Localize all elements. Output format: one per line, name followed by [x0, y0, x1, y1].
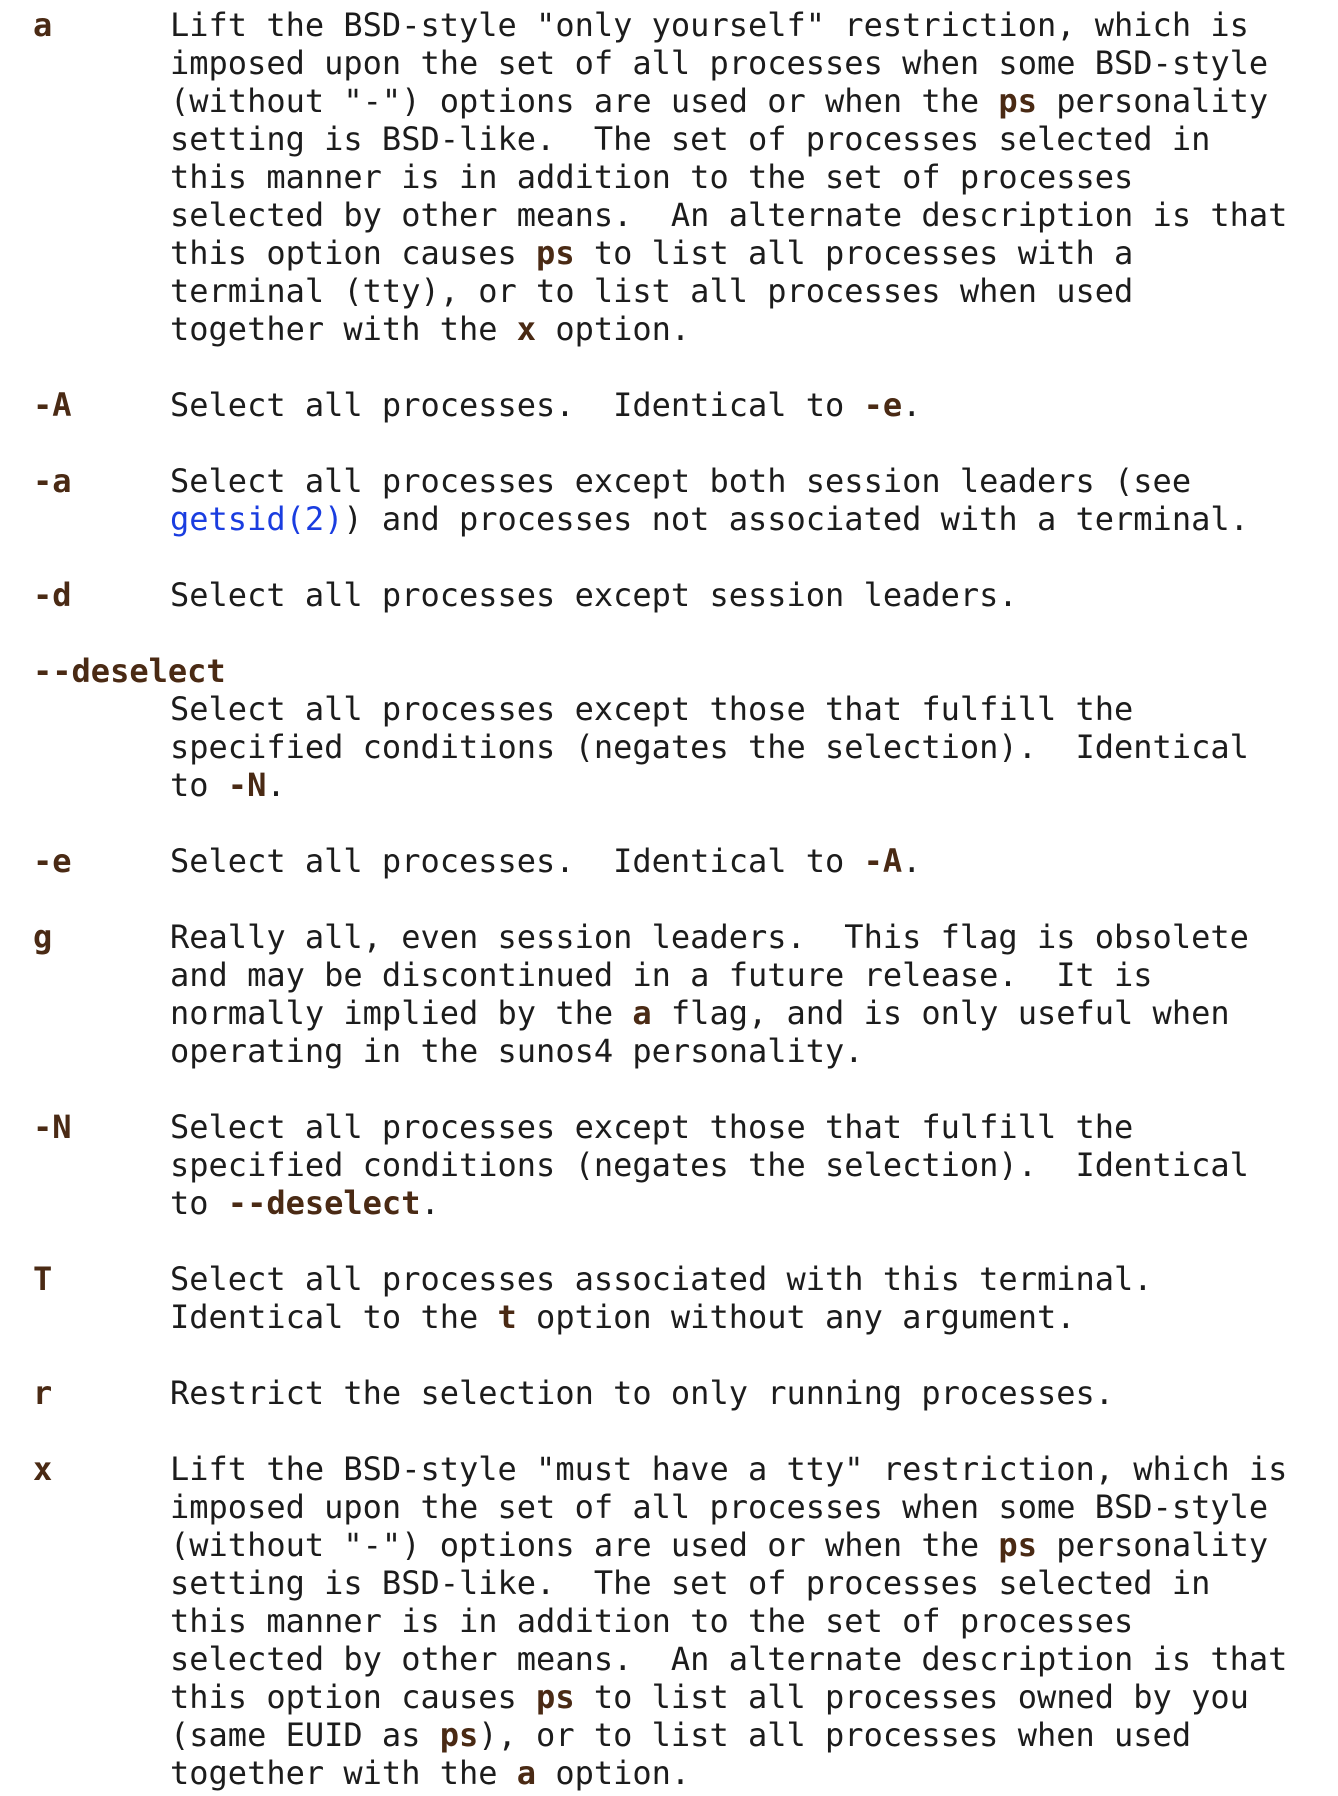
option-description — [170, 1108, 1330, 1222]
option-flag: -d — [33, 576, 72, 614]
text-segment: setting is BSD-like. The set of processes selected in — [170, 1564, 1211, 1602]
description-line — [170, 728, 1330, 766]
option-flag: a — [33, 6, 53, 44]
text-segment: ) and processes not associated with a terminal. — [343, 500, 1249, 538]
text-segment: Select all processes except those that fulfill the — [170, 690, 1134, 728]
bold-reference: ps — [439, 1716, 479, 1754]
text-segment: option without any argument. — [516, 1298, 1076, 1336]
description-line — [170, 500, 1330, 538]
description-line — [170, 1260, 1330, 1298]
text-segment: Lift the BSD-style "must have a tty" restriction, which is — [170, 1450, 1288, 1488]
text-segment: this option causes — [170, 1678, 537, 1716]
option-flag: g — [33, 918, 53, 956]
bold-reference: -N — [227, 766, 267, 804]
text-segment: (same EUID as — [170, 1716, 440, 1754]
text-segment: together with the — [170, 1754, 517, 1792]
description-line — [170, 1374, 1330, 1412]
option-flag: -A — [33, 386, 72, 424]
text-segment: . — [420, 1184, 440, 1222]
bold-reference: a — [516, 1754, 537, 1792]
text-segment: Really all, even session leaders. This flag is obsolete — [170, 918, 1249, 956]
text-segment: . — [266, 766, 286, 804]
text-segment: terminal (tty), or to list all processes when used — [170, 272, 1134, 310]
text-segment: operating in the sunos4 personality. — [170, 1032, 864, 1070]
text-segment: Select all processes associated with this terminal. — [170, 1260, 1153, 1298]
description-line — [170, 1298, 1330, 1336]
description-line — [170, 690, 1330, 728]
text-segment: and may be discontinued in a future release. It is — [170, 956, 1153, 994]
text-segment: selected by other means. An alternate description is that — [170, 1640, 1288, 1678]
option-description — [170, 842, 1330, 880]
option-flag: T — [33, 1260, 53, 1298]
description-line — [170, 1678, 1330, 1716]
text-segment: imposed upon the set of all processes when some BSD-style — [170, 1488, 1269, 1526]
text-segment: this option causes — [170, 234, 537, 272]
description-line — [170, 1640, 1330, 1678]
text-segment: option. — [536, 310, 691, 348]
text-segment: to — [170, 1184, 228, 1222]
text-segment: Select all processes except session leaders. — [170, 576, 1018, 614]
text-segment: this manner is in addition to the set of processes — [170, 1602, 1134, 1640]
bold-reference: ps — [998, 1526, 1037, 1564]
description-line — [170, 1488, 1330, 1526]
text-segment: . — [902, 386, 922, 424]
description-line — [170, 766, 1330, 804]
description-line — [170, 1754, 1330, 1792]
description-line — [170, 44, 1330, 82]
description-line — [170, 1032, 1330, 1070]
description-line — [170, 462, 1330, 500]
bold-reference: ps — [536, 1678, 575, 1716]
description-line — [170, 956, 1330, 994]
bold-reference: -e — [863, 386, 903, 424]
bold-reference: ps — [536, 234, 575, 272]
description-line — [170, 1184, 1330, 1222]
option-flag: -e — [33, 842, 72, 880]
description-line — [170, 272, 1330, 310]
option-description — [170, 690, 1330, 804]
text-segment: imposed upon the set of all processes when some BSD-style — [170, 44, 1269, 82]
text-segment: Select all processes. Identical to — [170, 842, 864, 880]
description-line — [170, 6, 1330, 44]
bold-reference: --deselect — [227, 1184, 421, 1222]
option-description — [170, 1260, 1330, 1336]
option-description — [170, 6, 1330, 348]
text-segment: normally implied by the — [170, 994, 633, 1032]
text-segment: Lift the BSD-style "only yourself" restriction, which is — [170, 6, 1249, 44]
description-line — [170, 994, 1330, 1032]
description-line — [170, 310, 1330, 348]
text-segment: to list all processes owned by you — [574, 1678, 1249, 1716]
description-line — [170, 82, 1330, 120]
text-segment: Identical to the — [170, 1298, 498, 1336]
description-line — [170, 386, 1330, 424]
text-segment: to list all processes with a — [574, 234, 1134, 272]
text-segment: (without "-") options are used or when the — [170, 1526, 999, 1564]
description-line — [170, 196, 1330, 234]
man-page-link[interactable]: getsid(2) — [170, 500, 344, 538]
option-description — [170, 1450, 1330, 1792]
option-flag: -N — [33, 1108, 72, 1146]
bold-reference: -A — [863, 842, 903, 880]
text-segment: together with the — [170, 310, 517, 348]
text-segment: Restrict the selection to only running processes. — [170, 1374, 1115, 1412]
option-flag: x — [33, 1450, 53, 1488]
text-segment: Select all processes. Identical to — [170, 386, 864, 424]
text-segment: setting is BSD-like. The set of processes selected in — [170, 120, 1211, 158]
text-segment: Select all processes except both session leaders (see — [170, 462, 1192, 500]
text-segment: specified conditions (negates the selection). Identical — [170, 728, 1249, 766]
option-description — [170, 386, 1330, 424]
bold-reference: x — [516, 310, 537, 348]
description-line — [170, 1564, 1330, 1602]
description-line — [170, 1108, 1330, 1146]
description-line — [170, 1526, 1330, 1564]
text-segment: Select all processes except those that fulfill the — [170, 1108, 1134, 1146]
description-line — [170, 1716, 1330, 1754]
option-flag: r — [33, 1374, 53, 1412]
description-line — [170, 1450, 1330, 1488]
option-flag: -a — [33, 462, 72, 500]
text-segment: specified conditions (negates the selection). Identical — [170, 1146, 1249, 1184]
text-segment: flag, and is only useful when — [651, 994, 1230, 1032]
bold-reference: t — [497, 1298, 517, 1336]
text-segment: personality — [1036, 82, 1269, 120]
bold-reference: a — [632, 994, 652, 1032]
description-line — [170, 842, 1330, 880]
bold-reference: ps — [998, 82, 1037, 120]
text-segment: option. — [536, 1754, 691, 1792]
option-description — [170, 462, 1330, 538]
description-line — [170, 576, 1330, 614]
text-segment: selected by other means. An alternate description is that — [170, 196, 1288, 234]
text-segment: . — [902, 842, 922, 880]
text-segment: (without "-") options are used or when the — [170, 82, 999, 120]
option-description — [170, 576, 1330, 614]
description-line — [170, 918, 1330, 956]
text-segment: personality — [1036, 1526, 1269, 1564]
option-description — [170, 918, 1330, 1070]
description-line — [170, 234, 1330, 272]
description-line — [170, 1146, 1330, 1184]
description-line — [170, 1602, 1330, 1640]
option-flag: --deselect — [33, 652, 226, 690]
option-description — [170, 1374, 1330, 1412]
description-line — [170, 120, 1330, 158]
text-segment: to — [170, 766, 228, 804]
text-segment: ), or to list all processes when used — [478, 1716, 1192, 1754]
text-segment: this manner is in addition to the set of processes — [170, 158, 1134, 196]
description-line — [170, 158, 1330, 196]
